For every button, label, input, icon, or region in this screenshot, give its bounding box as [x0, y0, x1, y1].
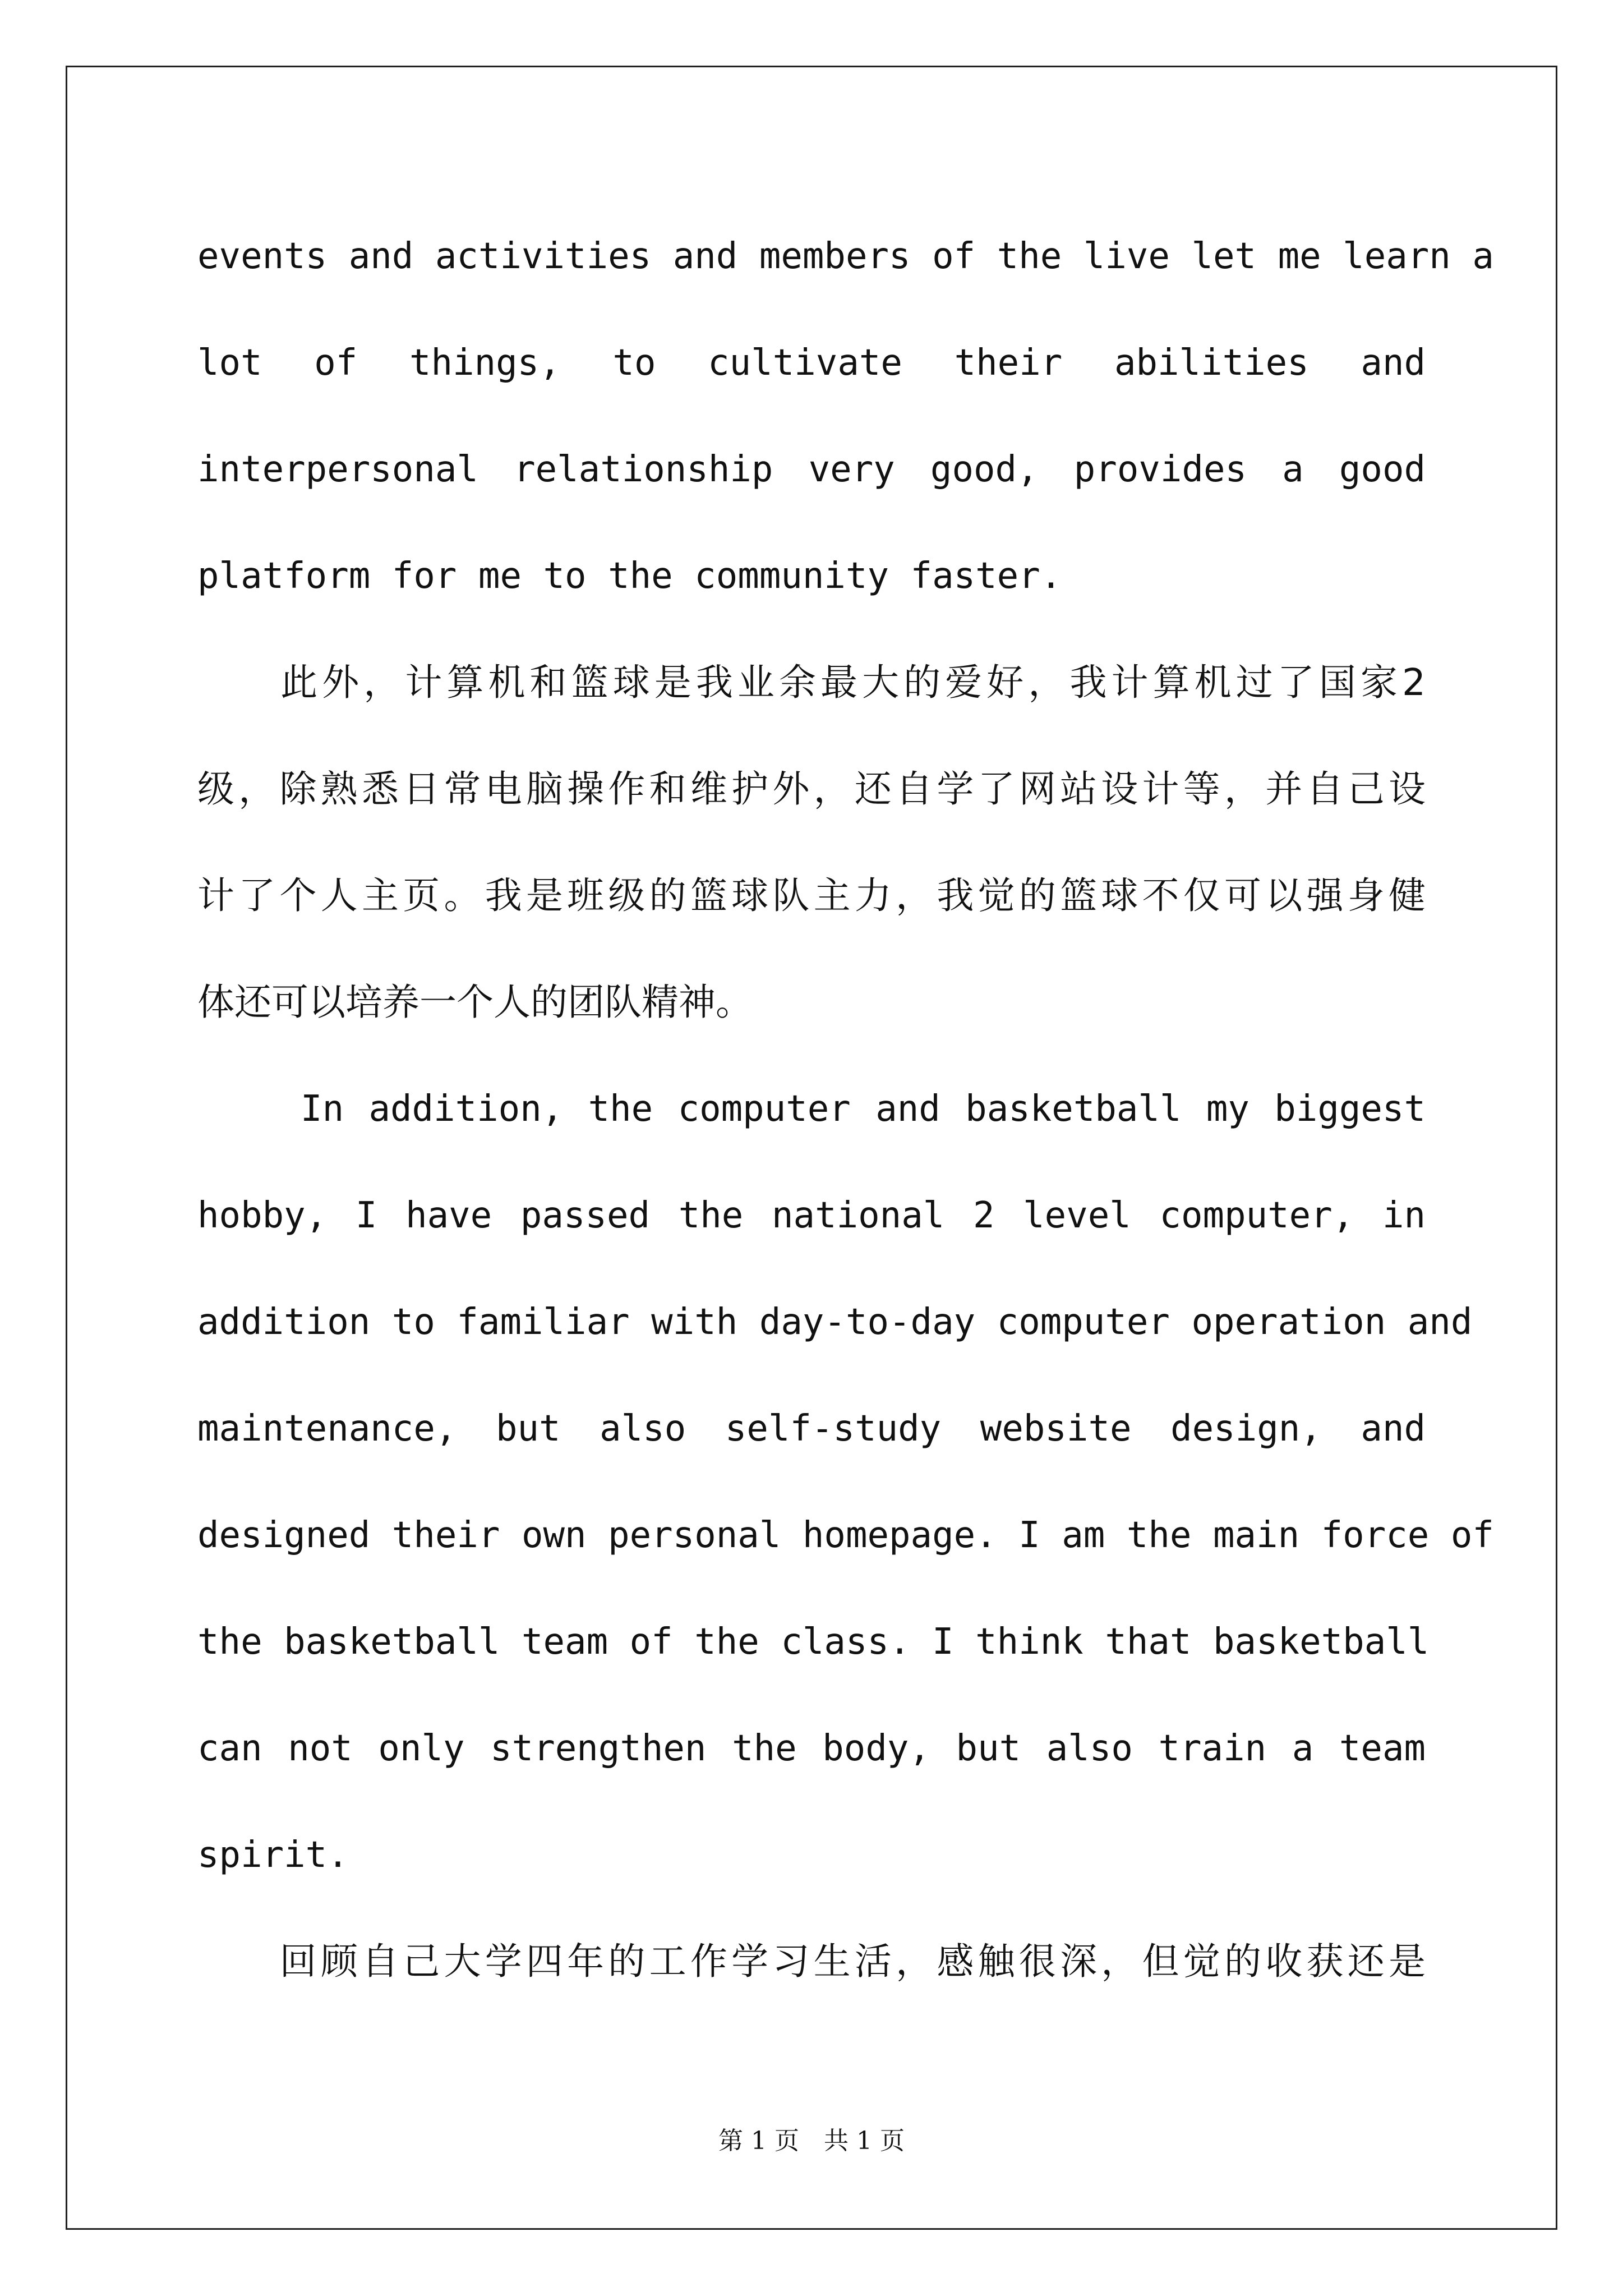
text-line: addition to familiar with day-to-day computer operation and [197, 1301, 1473, 1343]
text-line: 计了个人主页。我是班级的篮球队主力，我觉的篮球不仅可以强身健 [197, 874, 1426, 917]
text-line: the basketball team of the class. I think that basketball [197, 1621, 1430, 1663]
text-line: spirit. [197, 1834, 349, 1876]
text-line: 此外，计算机和篮球是我业余最大的爱好，我计算机过了国家2 [197, 661, 1426, 704]
text-line: can not only strengthen the body, but also train a team [197, 1728, 1426, 1769]
page-border [66, 66, 1557, 2230]
text-line: 级，除熟悉日常电脑操作和维护外，还自学了网站设计等，并自己设 [197, 767, 1426, 811]
text-line: platform for me to the community faster. [197, 555, 1062, 597]
text-line: lot of things, to cultivate their abilities and [197, 342, 1426, 384]
text-line: 体还可以培养一个人的团队精神。 [197, 981, 753, 1024]
text-line: maintenance, but also self-study website design, and [197, 1408, 1426, 1450]
text-line: designed their own personal homepage. I am the main force of [197, 1515, 1494, 1556]
text-line: hobby, I have passed the national 2 level computer, in [197, 1195, 1426, 1236]
page-footer: 第 1 页 共 1 页 [718, 2127, 905, 2155]
text-line: 回顾自己大学四年的工作学习生活，感触很深，但觉的收获还是 [197, 1940, 1426, 1983]
text-line: interpersonal relationship very good, provides a good [197, 449, 1426, 490]
text-line: In addition, the computer and basketball my biggest [197, 1088, 1426, 1130]
text-line: events and activities and members of the live let me learn a [197, 236, 1494, 277]
